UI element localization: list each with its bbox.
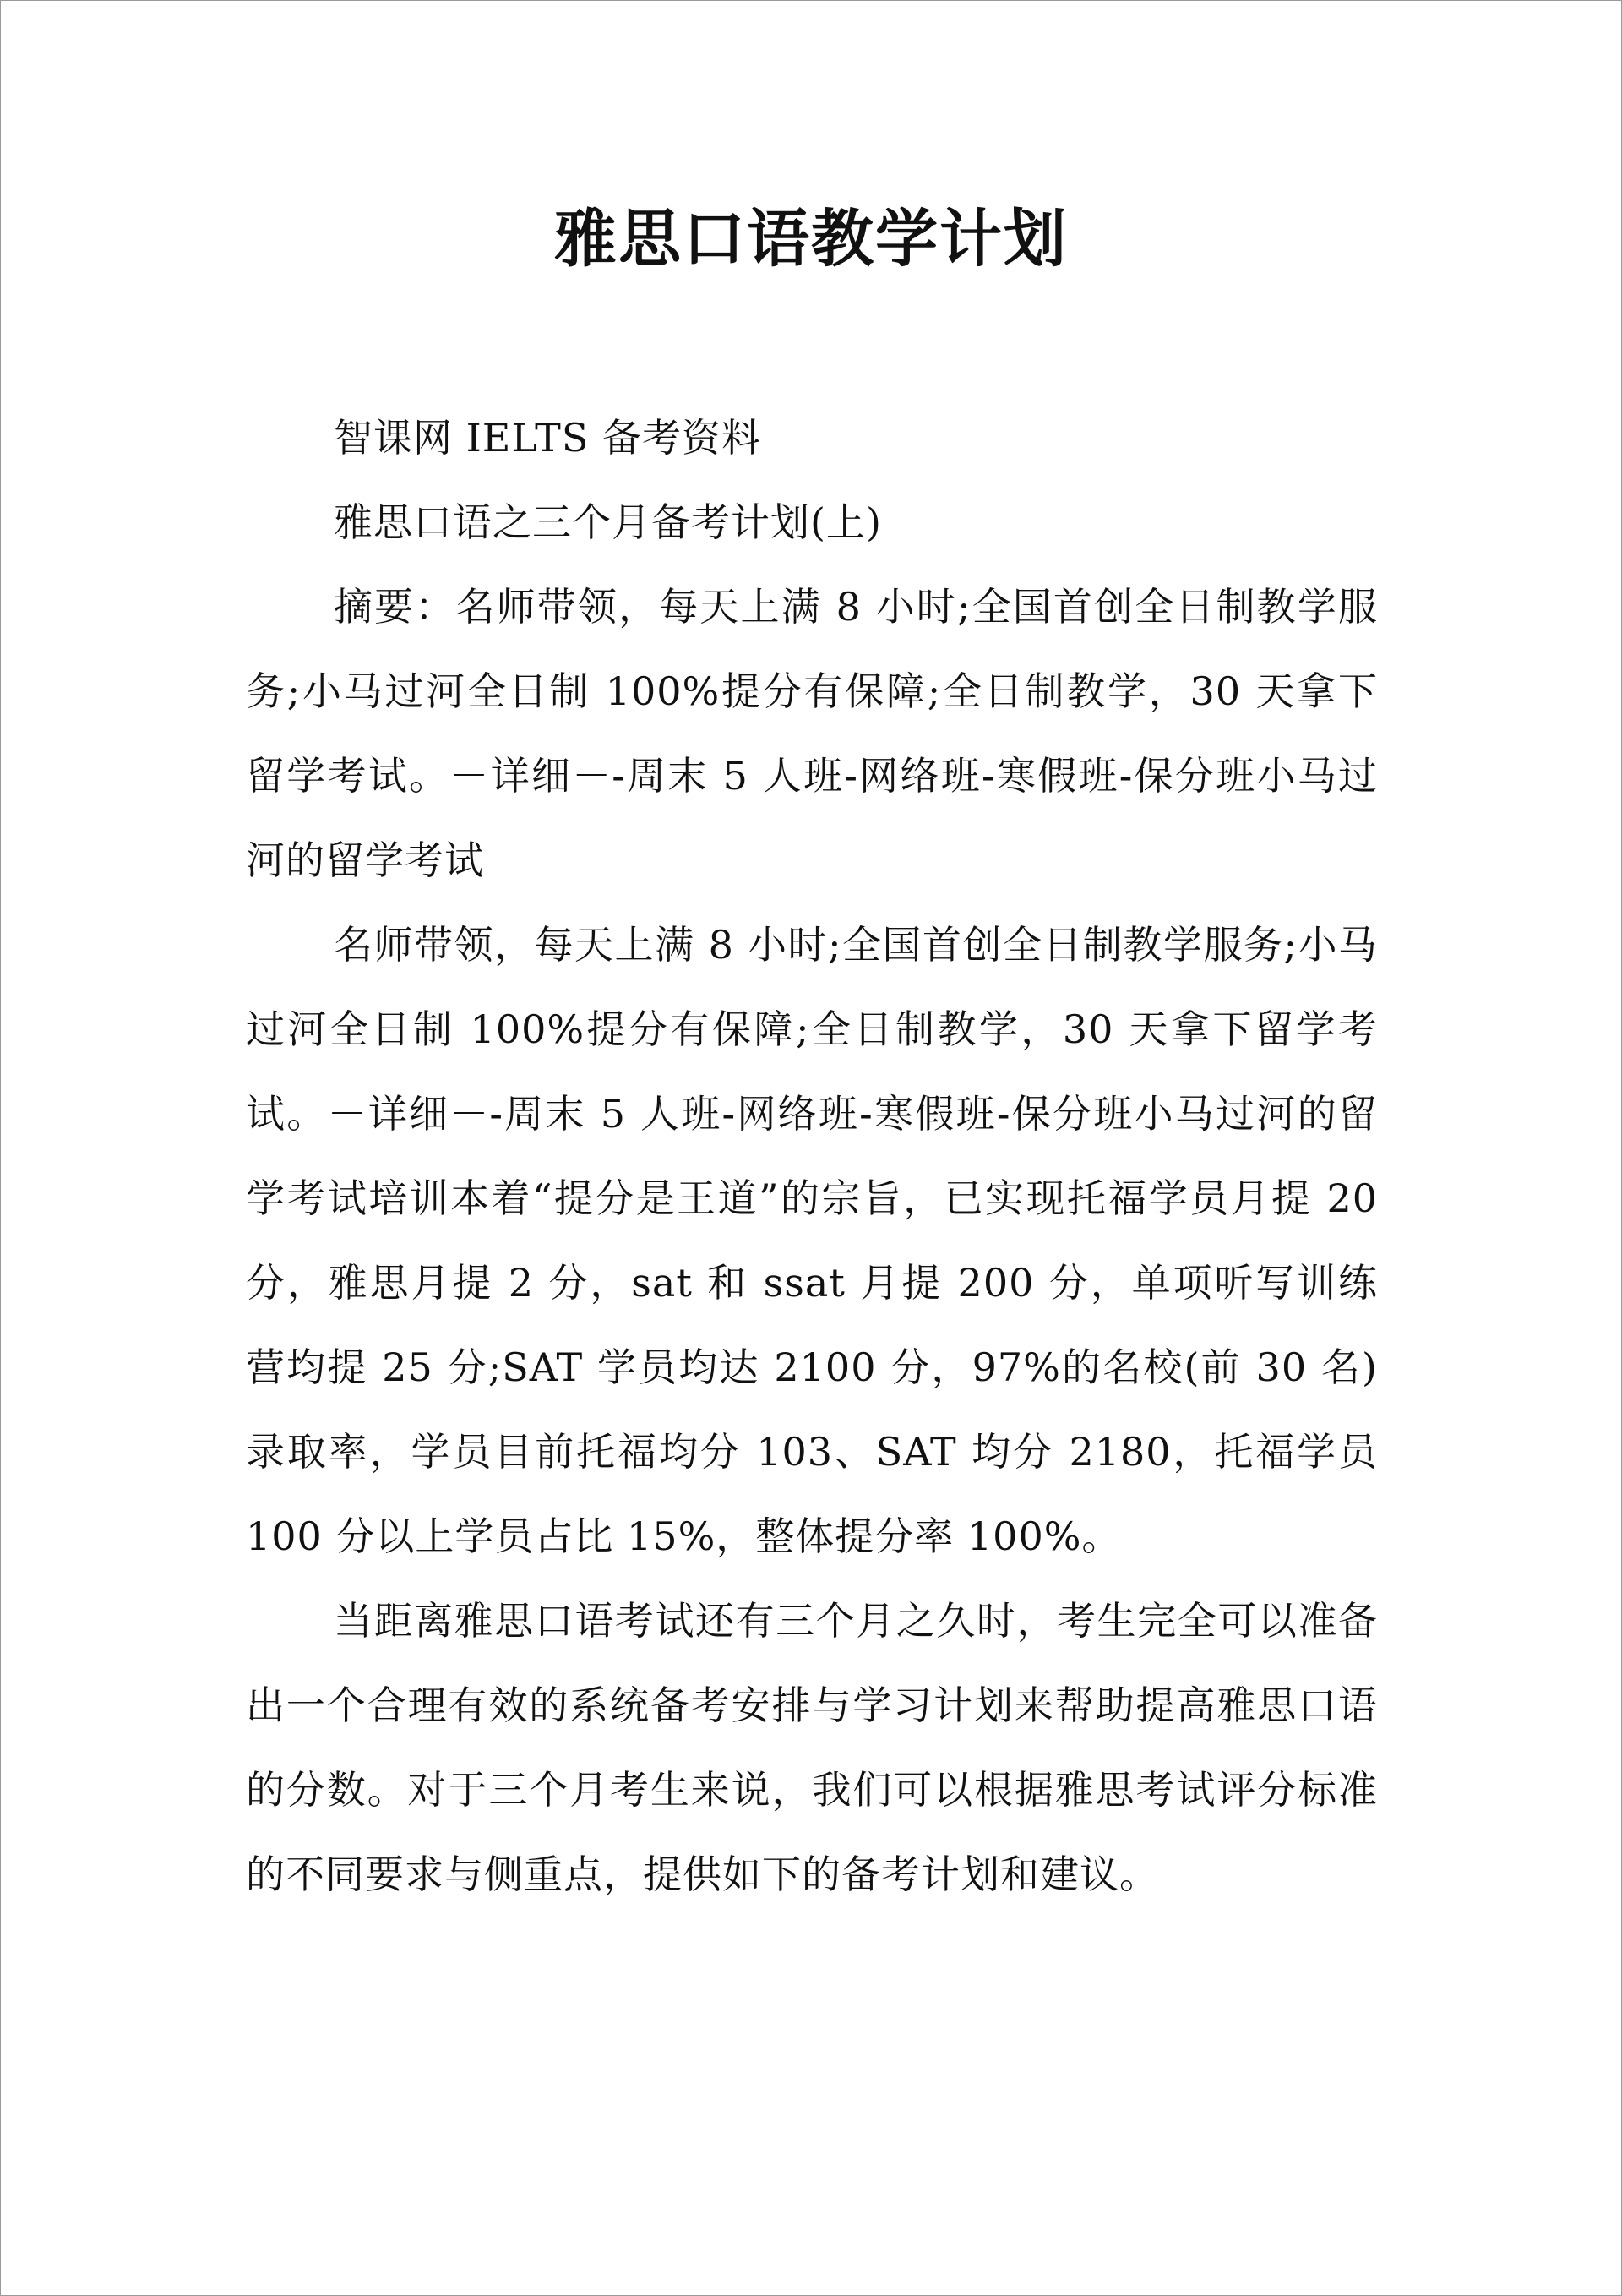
paragraph-plan-intro: 当距离雅思口语考试还有三个月之久时，考生完全可以准备出一个合理有效的系统备考安排与学习计划来帮助提高雅思口语的分数。对于三个月考生来说，我们可以根据雅思考试评分标准的不同要求与侧重点，提供如下的备考计划和建议。: [246, 1598, 1378, 1897]
paragraph-source: 智课网 IELTS 备考资料: [334, 415, 761, 461]
paragraph-summary: 摘要：名师带领，每天上满 8 小时;全国首创全日制教学服务;小马过河全日制 100%提分有保障;全日制教学，30 天拿下留学考试。－详细－-周末 5 人班-网络班-寒假班-保分班小马过河的留学考试: [246, 584, 1378, 883]
document-body: [246, 395, 1378, 1917]
document-title: 雅思口语教学计划: [554, 203, 1068, 275]
paragraph-results: 名师带领，每天上满 8 小时;全国首创全日制教学服务;小马过河全日制 100%提分有保障;全日制教学，30 天拿下留学考试。－详细－-周末 5 人班-网络班-寒假班-保分班小马过河的留学考试培训本着“提分是王道”的宗旨，已实现托福学员月提 20 分，雅思月提 2 分，sat 和 ssat 月提 200 分，单项听写训练营均提 25 分;SAT 学员均达 2100 分，97%的名校(前 30 名)录取率，学员目前托福均分 103、SAT 均分 2180，托福学员 100 分以上学员占比 15%，整体提分率 100%。: [246, 922, 1378, 1559]
paragraph-subtitle: 雅思口语之三个月备考计划(上): [334, 499, 882, 545]
